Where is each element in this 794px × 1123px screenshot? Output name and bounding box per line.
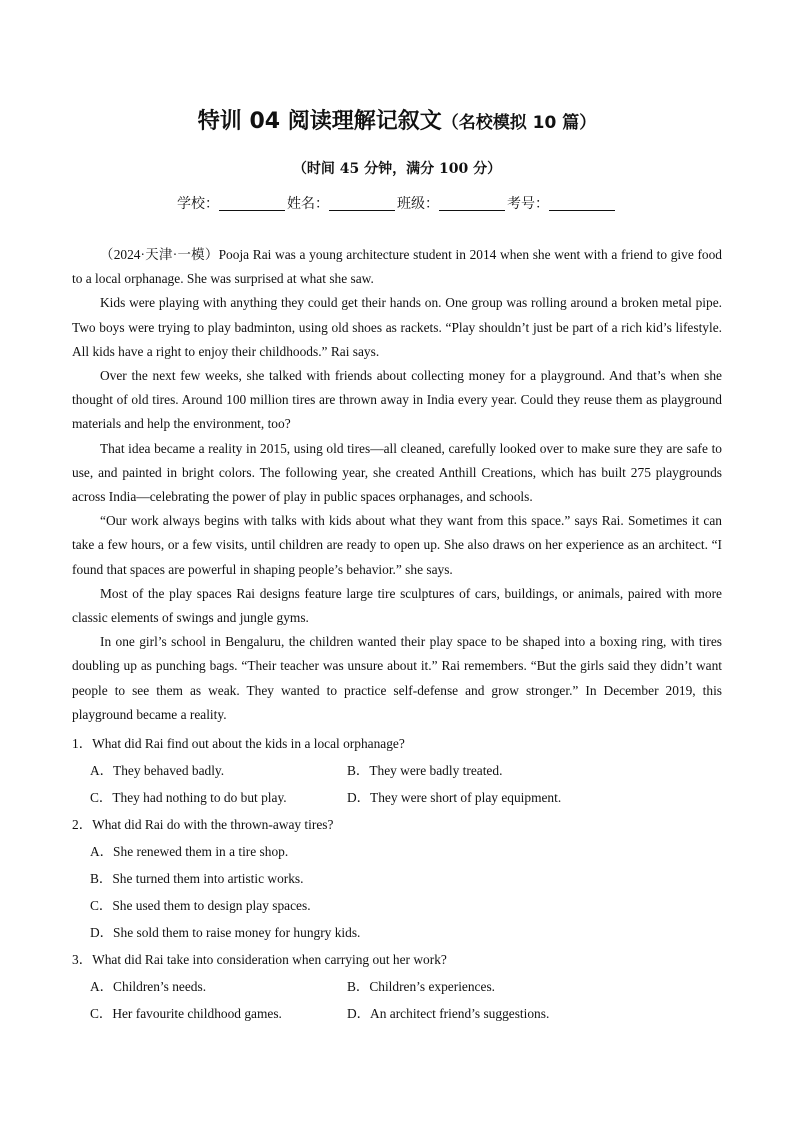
question-2-option-c: C．She used them to design play spaces. (90, 898, 311, 913)
question-1-option-c: C．They had nothing to do but play. (90, 790, 287, 805)
question-3-option-a: A．Children’s needs. (90, 979, 207, 994)
passage-paragraph: In one girl’s school in Bengaluru, the children wanted their play space to be shaped into a boxing ring, with tires doubling up as punching bags. “Their teacher was unsure about it.” Rai remembers. “But the girls said they didn’t want people to see them as weak. They wanted to practice self-defense and grow stronger.” In December 2019, this playground became a reality. (72, 634, 722, 722)
question-list (72, 730, 722, 1027)
question-3-options-row (72, 1000, 722, 1027)
question-1-option-d: D．They were short of play equipment. (347, 790, 562, 805)
question-1-stem: 1．What did Rai find out about the kids in a local orphanage? (72, 736, 405, 751)
question-2-option-d: D．She sold them to raise money for hungry kids. (90, 925, 361, 940)
passage-paragraph: （2024·天津·一模）Pooja Rai was a young architecture student in 2014 when she went with a friend to give food to a local orphanage. She was surprised at what she saw. (72, 247, 722, 287)
field-examno-blank (549, 196, 615, 211)
question-2-stem: 2．What did Rai do with the thrown-away tires? (72, 817, 334, 832)
question-3-stem: 3．What did Rai take into consideration when carrying out her work? (72, 952, 447, 967)
title-main: 特训 04 阅读理解记叙文 (197, 109, 442, 134)
question-1-option-b: B．They were badly treated. (347, 763, 503, 778)
question-2-option-b: B．She turned them into artistic works. (90, 871, 304, 886)
field-school-blank (219, 196, 285, 211)
question-1-option-a: A．They behaved badly. (90, 763, 225, 778)
time-limit-line: （时间 45 分钟，满分 100 分） (292, 161, 502, 177)
question-3-option-c: C．Her favourite childhood games. (90, 1006, 282, 1021)
question-3-option-d: D．An architect friend’s suggestions. (347, 1006, 550, 1021)
student-info-line (0, 193, 794, 213)
passage-paragraph: Most of the play spaces Rai designs feature large tire sculptures of cars, buildings, or animals, paired with more classic elements of swings and jungle gyms. (72, 585, 722, 626)
field-name-blank (329, 196, 395, 211)
question-2-option-a: A．She renewed them in a tire shop. (90, 844, 289, 859)
passage-paragraph: “Our work always begins with talks with kids about what they want from this space.” says Rai. Sometimes it can take a few hours, or a few visits, until children are ready to open up. She also draws on her experience as an architect. “I found that spaces are powerful in shaping people’s behavior.” she says. (72, 513, 722, 577)
question-1-options-row (72, 784, 722, 811)
field-examno-label: 考号： (507, 196, 549, 212)
field-school-label: 学校： (177, 196, 219, 212)
document-title (0, 104, 794, 135)
question-1-options-row (72, 757, 722, 784)
passage-paragraph: Over the next few weeks, she talked with friends about collecting money for a playground. And that’s when she thought of old tires. Around 100 million tires are thrown away in India every year. Could they reuse them as playground materials and help the environment, too? (72, 368, 722, 432)
question-3-options-row (72, 973, 722, 1000)
question-2-option-row (72, 865, 722, 892)
title-sub: （名校模拟 10 篇） (441, 113, 597, 133)
question-2-option-row (72, 919, 722, 946)
question-2-option-row (72, 892, 722, 919)
field-class-label: 班级： (397, 196, 439, 212)
question-3-option-b: B．Children’s experiences. (347, 979, 496, 994)
passage-paragraph: Kids were playing with anything they could get their hands on. One group was rolling around a broken metal pipe. Two boys were trying to play badminton, using old shoes as rackets. “Play shouldn’t just be part of a rich kid’s lifestyle. All kids have a right to enjoy their childhoods.” Rai says. (72, 295, 722, 359)
field-class-blank (439, 196, 505, 211)
question-2-option-row (72, 838, 722, 865)
field-name-label: 姓名： (287, 196, 329, 212)
reading-passage (72, 243, 722, 727)
passage-paragraph: That idea became a reality in 2015, using old tires—all cleaned, carefully looked over to make sure they are safe to use, and painted in bright colors. The following year, she created Anthill Creations, which has built 275 playgrounds across India—celebrating the power of play in public spaces orphanages, and schools. (72, 440, 722, 505)
